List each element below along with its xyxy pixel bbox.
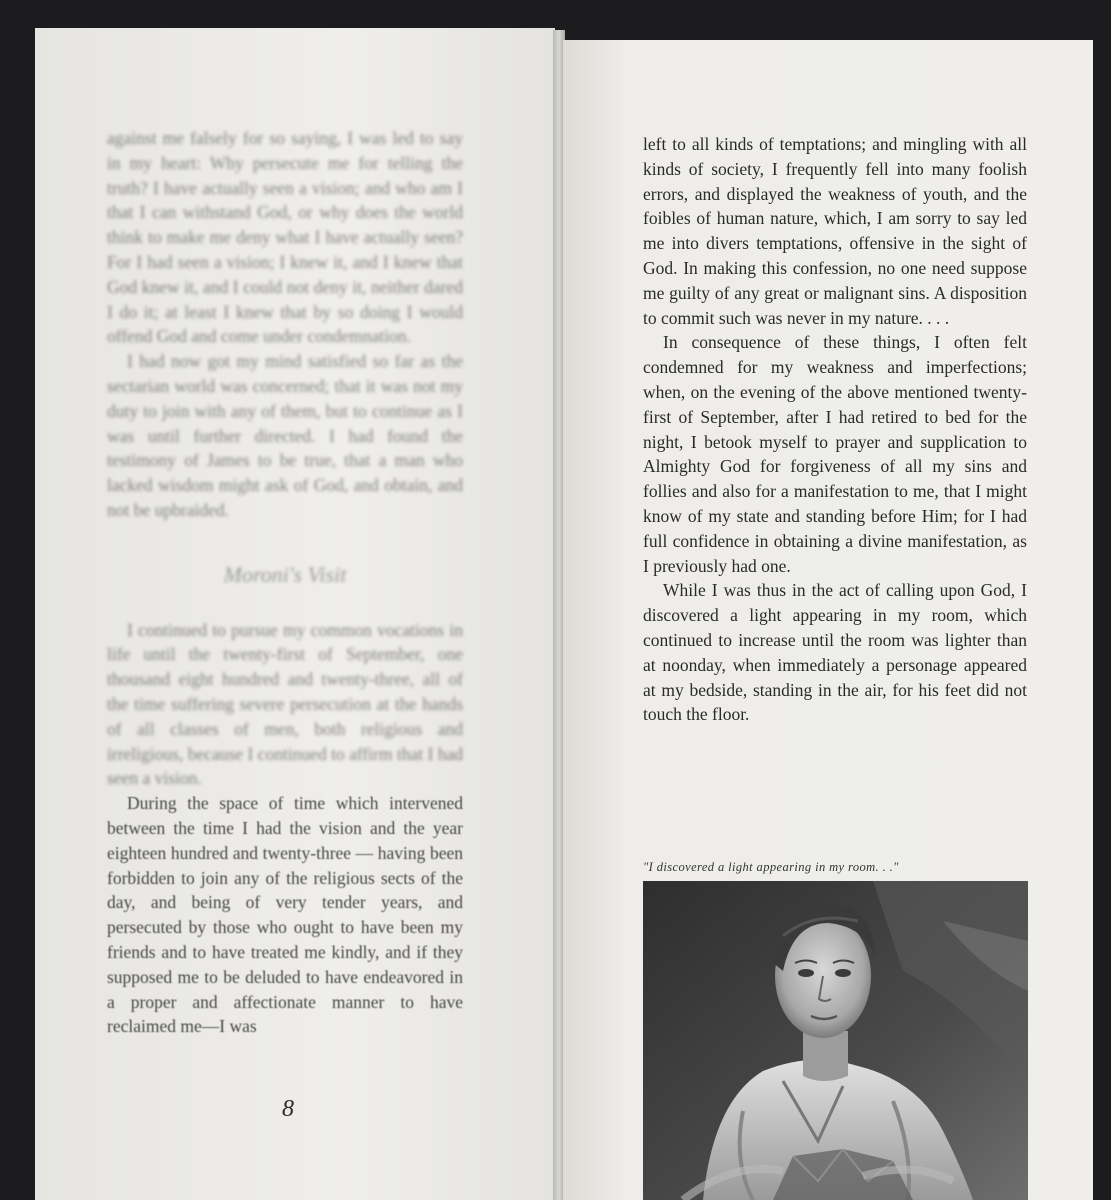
section-heading: Moroni's Visit bbox=[223, 561, 347, 587]
portrait-illustration bbox=[643, 881, 1028, 1200]
right-paragraph-2: In consequence of these things, I often felt condemned for my weakness and imperfections; when, on the evening of the above mentioned twenty-first of September, after I had retired to bed for the night, I betook myself to prayer and supplication to Almighty God for forgiveness of all my sins and follies and also for a manifestation to me, that I might know of my state and standing before Him; for I had full confidence in obtaining a divine manifestation, as I previously had one. bbox=[643, 332, 1027, 576]
left-page bbox=[35, 28, 555, 1200]
illustration-caption: "I discovered a light appearing in my room. . ." bbox=[643, 860, 899, 874]
page-number: 8 bbox=[282, 1096, 294, 1122]
blurred-upper-section bbox=[107, 126, 463, 791]
right-page bbox=[563, 40, 1093, 1200]
left-paragraph-4: During the space of time which intervened between the time I had the vision and the year eighteen hundred and twenty-three — having been forbidden to join any of the religious sects of the day, and being of very tender years, and persecuted by those who ought to have been my friends and to have treated me kindly, and if they supposed me to be deluded to have endeavored in a proper and affectionate manner to have reclaimed me—I was bbox=[107, 793, 463, 1037]
left-paragraph-3: I continued to pursue my common vocations in life until the twenty-first of September, one thousand eight hundred and twenty-three, all of the time suffering severe persecution at the hands of all classes of men, both religious and irreligious, because I continued to affirm that I had seen a vision. bbox=[107, 619, 463, 789]
right-paragraph-1: left to all kinds of temptations; and mingling with all kinds of society, I frequently fell into many foolish errors, and displayed the weakness of youth, and the foibles of human nature, which, I am sorry to say led me into divers temptations, offensive in the sight of God. In making this confession, no one need suppose me guilty of any great or malignant sins. A disposition to commit such was never in my nature. . . . bbox=[643, 134, 1027, 328]
left-page-text bbox=[107, 126, 463, 1039]
portrait-drawing bbox=[643, 881, 1028, 1200]
right-paragraph-3: While I was thus in the act of calling upon God, I discovered a light appearing in my room, which continued to increase until the room was lighter than at noonday, when immediately a personage appeared at my bedside, standing in the air, for his feet did not touch the floor. bbox=[643, 580, 1027, 725]
right-page-text bbox=[643, 132, 1027, 727]
left-paragraph-1: against me falsely for so saying, I was led to say in my heart: Why persecute me for telling the truth? I have actually seen a vision; and who am I that I can withstand God, or why does the world think to make me deny what I have actually seen? For I had seen a vision; I knew it, and I knew that God knew it, and I could not deny it, neither dared I do it; at least I knew that by so doing I would offend God and come under condemnation. bbox=[107, 128, 463, 347]
lower-section bbox=[107, 791, 463, 1039]
left-paragraph-2: I had now got my mind satisfied so far as the sectarian world was concerned; that it was not my duty to join with any of them, but to continue as I was until further directed. I had found the testimony of James to be true, that a man who lacked wisdom might ask of God, and obtain, and not be upbraided. bbox=[107, 351, 463, 520]
